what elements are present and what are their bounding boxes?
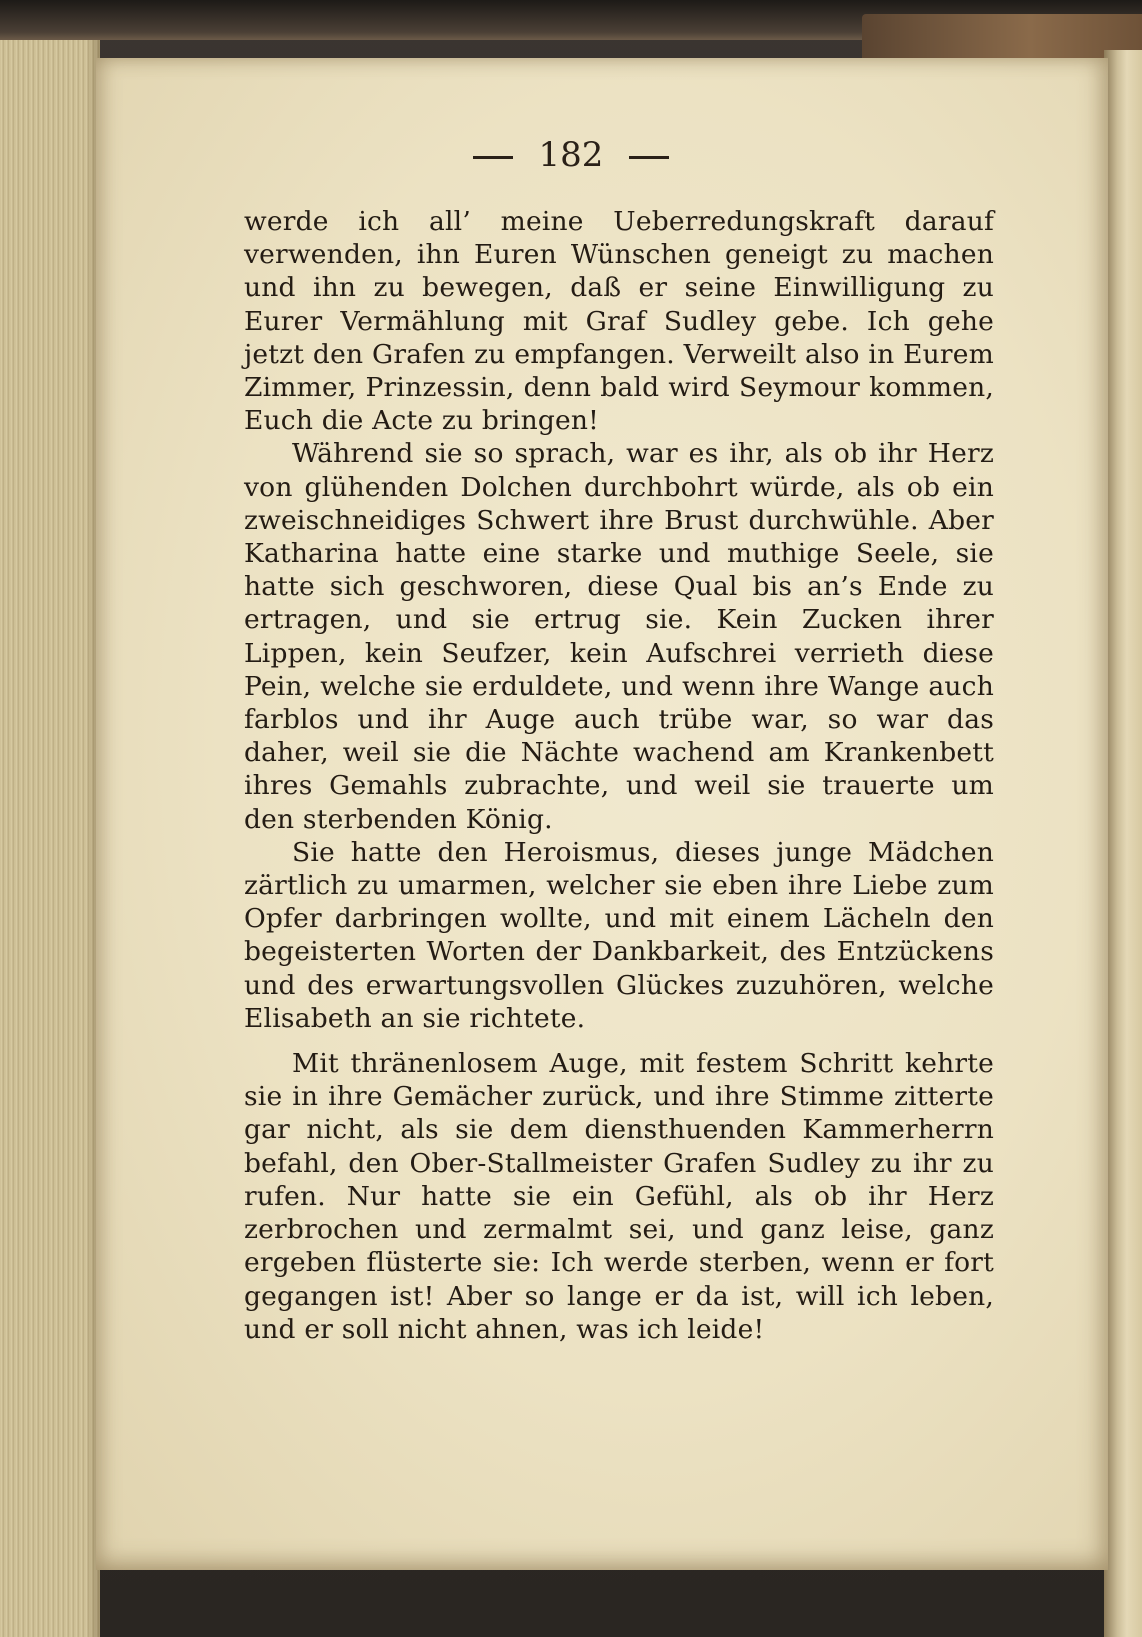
next-page-gutter [1104, 50, 1142, 1637]
header-dash-left [473, 156, 513, 159]
page-body [244, 205, 994, 1346]
page-number: 182 [538, 135, 604, 175]
book-cover-corner [862, 14, 1142, 60]
header-dash-right [629, 156, 669, 159]
page-edges [0, 40, 100, 1637]
paragraph-3: Sie hatte den Heroismus, dieses junge Mädchen zärtlich zu umarmen, welcher sie eben ihre Liebe zum Opfer darbringen wollte, und mit einem Lächeln den begeisterten Worten der Dankbarkeit, des Entzückens und des erwartungsvollen Glückes zuzuhören, welche Elisabeth an sie richtete. [244, 836, 994, 1034]
paragraph-4: Mit thränenlosem Auge, mit festem Schritt kehrte sie in ihre Gemächer zurück, und ihre Stimme zitterte gar nicht, als sie dem diensthuenden Kammerherrn befahl, den Ober-Stallmeister Grafen Sudley zu ihr zu rufen. Nur hatte sie ein Gefühl, als ob ihr Herz zerbrochen und zermalmt sei, und ganz leise, ganz ergeben flüsterte sie: Ich werde sterben, wenn er fort gegangen ist! Aber so lange er da ist, will ich leben, und er soll nicht ahnen, was ich leide! [244, 1048, 994, 1345]
paragraph-2: Während sie so sprach, war es ihr, als ob ihr Herz von glühenden Dolchen durchbohrt würde, als ob ein zweischneidiges Schwert ihre Brust durchwühle. Aber Katharina hatte eine starke und muthige Seele, sie hatte sich geschworen, diese Qual bis an’s Ende zu ertragen, und sie ertrug sie. Kein Zucken ihrer Lippen, kein Seufzer, kein Aufschrei verrieth diese Pein, welche sie erduldete, und wenn ihre Wange auch farblos und ihr Auge auch trübe war, so war das daher, weil sie die Nächte wachend am Krankenbett ihres Gemahls zubrachte, und weil sie trauerte um den sterbenden König. [244, 438, 994, 835]
page-header [0, 135, 1142, 175]
paragraph-1: werde ich all’ meine Ueberredungskraft darauf verwenden, ihn Euren Wünschen geneigt zu machen und ihn zu bewegen, daß er seine Einwilligung zu Eurer Vermählung mit Graf Sudley gebe. Ich gehe jetzt den Grafen zu empfangen. Verweilt also in Eurem Zimmer, Prinzessin, denn bald wird Seymour kommen, Euch die Acte zu bringen! [244, 206, 994, 437]
